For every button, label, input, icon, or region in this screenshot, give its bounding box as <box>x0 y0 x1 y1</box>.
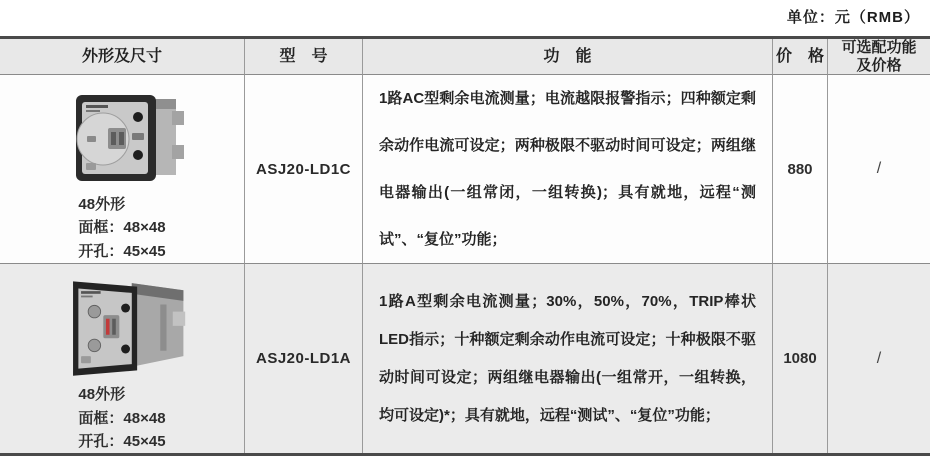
product-price-table <box>0 36 930 456</box>
header-price <box>772 39 827 75</box>
size-name: 48外形 <box>78 196 126 213</box>
model-number: ASJ20-LD1A <box>255 350 352 367</box>
header-model <box>244 39 362 75</box>
table-row-2-optional-cell <box>827 264 930 453</box>
function-description: 1路AC型剩余电流测量；电流越限报警指示；四种额定剩余动作电流可设定；两种极限不驱动时间可设定；两组继电器输出(一组常闭，一组转换)；具有就地，远程“测试”、“复位”功能； <box>379 90 756 248</box>
header-optional <box>827 39 930 75</box>
table-row-2-appearance-cell <box>0 264 244 453</box>
cutout-size: 开孔：45×45 <box>78 432 166 450</box>
frame-size: 面框：48×48 <box>78 409 166 427</box>
header-appearance <box>0 39 244 75</box>
product-photo-angled-view <box>47 276 197 379</box>
optional-value: / <box>876 349 882 367</box>
dimension-block <box>78 193 165 263</box>
table-row-2-function-cell <box>362 264 772 453</box>
header-function <box>362 39 772 75</box>
dimension-block <box>78 383 165 453</box>
size-name: 48外形 <box>78 386 126 404</box>
price-value: 1080 <box>783 350 817 367</box>
table-row-2-model-cell <box>244 264 362 453</box>
price-value: 880 <box>787 160 813 178</box>
table-row-1-appearance-cell <box>0 75 244 264</box>
table-row-2-price-cell <box>772 264 827 453</box>
product-photo-front-view <box>56 87 188 189</box>
optional-value: / <box>876 160 882 177</box>
header-optional-label: 可选配功能及价格 <box>841 39 917 74</box>
table-row-1-function-cell <box>362 75 772 264</box>
model-number: ASJ20-LD1C <box>255 160 352 178</box>
header-function-label: 功 能 <box>543 47 592 65</box>
table-row-1-optional-cell <box>827 75 930 264</box>
table-row-1-model-cell <box>244 75 362 264</box>
header-appearance-label: 外形及尺寸 <box>81 47 162 65</box>
table-row-1-price-cell <box>772 75 827 264</box>
function-description: 1路A型剩余电流测量；30%，50%，70%，TRIP棒状LED指示；十种额定剩余动作电流可设定；十种极限不驱动时间可设定；两组继电器输出(一组常开，一组转换，均可设定)*；具有就地，远程“测试”、“复位”功能； <box>379 292 756 424</box>
header-model-label: 型 号 <box>279 47 328 65</box>
header-price-label: 价 格 <box>775 47 824 65</box>
cutout-size: 开孔：45×45 <box>78 242 166 260</box>
unit-label: 单位：元（RMB） <box>786 9 920 26</box>
frame-size: 面框：48×48 <box>78 219 166 237</box>
